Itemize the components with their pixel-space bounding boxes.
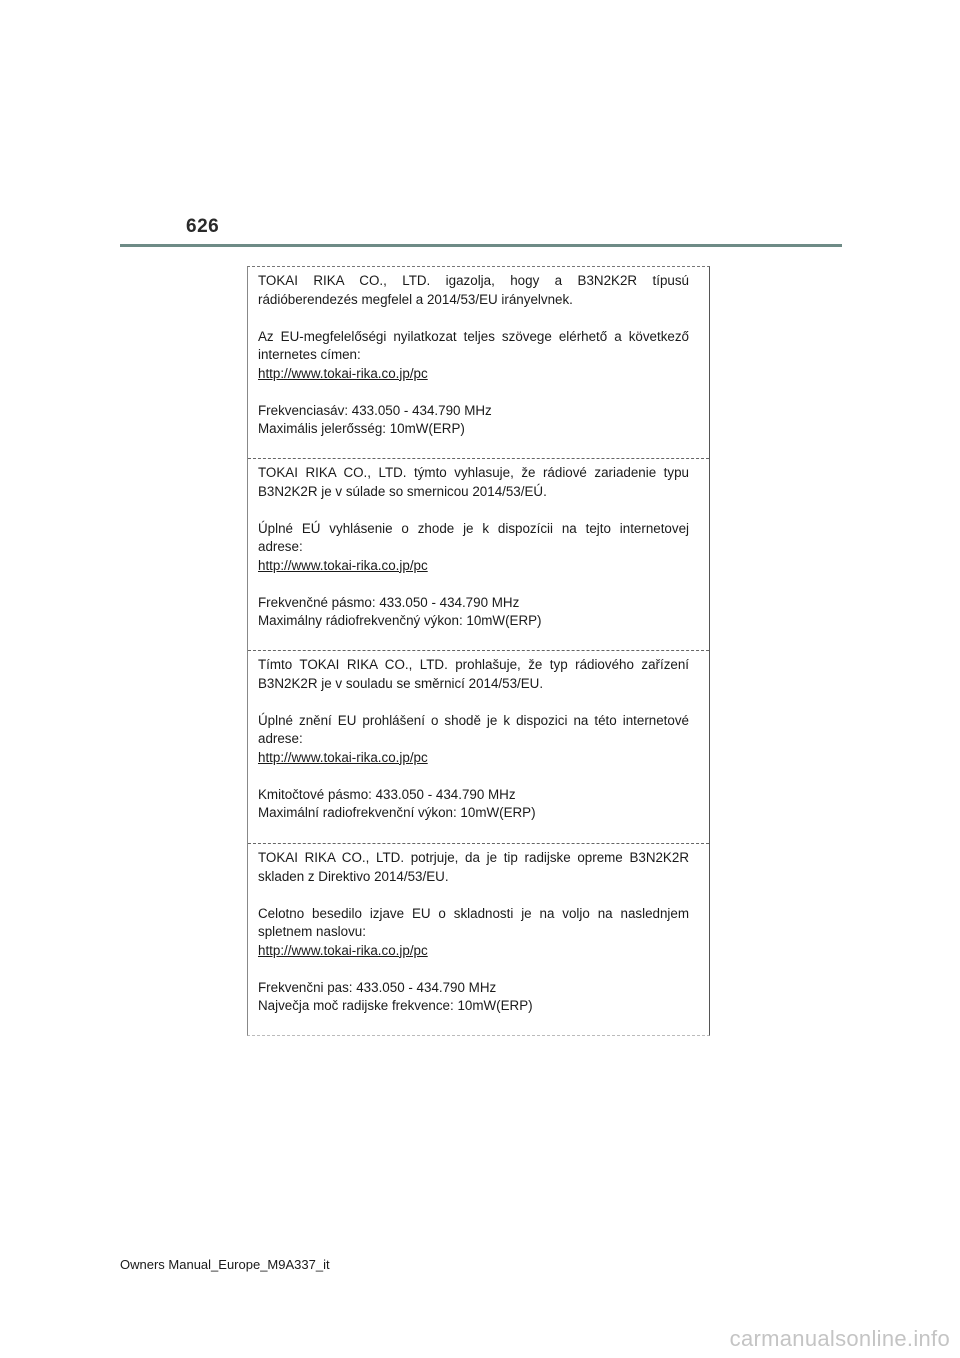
text-line: adrese: — [258, 731, 303, 746]
max-power: Maximálny rádiofrekvenčný výkon: 10mW(ERP) — [258, 613, 542, 628]
declaration-box — [247, 266, 710, 1036]
page-number: 626 — [186, 216, 220, 237]
frequency-band: Frekvenčné pásmo: 433.050 - 434.790 MHz — [258, 594, 520, 610]
frequency-band: Kmitočtové pásmo: 433.050 - 434.790 MHz — [258, 786, 516, 802]
radio-specs — [258, 786, 689, 823]
max-power: Maximální radiofrekvenční výkon: 10mW(ERP) — [258, 805, 536, 820]
radio-specs — [258, 402, 689, 439]
site-watermark: carmanualsonline.info — [729, 1326, 950, 1351]
declaration-availability — [258, 712, 689, 768]
radio-specs — [258, 979, 689, 1016]
text-line: Tímto TOKAI RIKA CO., LTD. prohlašuje, že typ rádiového zařízení — [258, 657, 689, 672]
text-line: spletnem naslovu: — [258, 924, 366, 939]
max-power: Največja moč radijske frekvence: 10mW(ERP) — [258, 998, 533, 1013]
document-footer: Owners Manual_Europe_M9A337_it — [120, 1257, 330, 1272]
frequency-band: Frekvenciasáv: 433.050 - 434.790 MHz — [258, 402, 492, 418]
text-line: internetes címen: — [258, 347, 361, 362]
declaration-url-link[interactable]: http://www.tokai-rika.co.jp/pc — [258, 365, 428, 381]
declaration-availability — [258, 905, 689, 961]
text-line: Az EU-megfelelőségi nyilatkozat teljes szövege elérhető a következő — [258, 328, 689, 344]
declaration-url-link[interactable]: http://www.tokai-rika.co.jp/pc — [258, 942, 428, 958]
conformity-statement — [258, 656, 689, 693]
radio-specs — [258, 594, 689, 631]
text-line: Úplné znění EU prohlášení o shodě je k dispozici na této internetové — [258, 712, 689, 728]
declaration-section-slovak — [248, 458, 709, 631]
declaration-section-hungarian — [248, 267, 709, 439]
declaration-section-czech — [248, 650, 709, 823]
declaration-section-slovenian — [248, 843, 709, 1016]
text-line: TOKAI RIKA CO., LTD. týmto vyhlasuje, že rádiové zariadenie typu — [258, 465, 689, 480]
text-line: B3N2K2R je v súlade so smernicou 2014/53/EÚ. — [258, 483, 547, 499]
declaration-url-link[interactable]: http://www.tokai-rika.co.jp/pc — [258, 749, 428, 765]
text-line: TOKAI RIKA CO., LTD. potrjuje, da je tip radijske opreme B3N2K2R — [258, 850, 689, 865]
conformity-statement — [258, 464, 689, 501]
text-line: Celotno besedilo izjave EU o skladnosti je na voljo na naslednjem — [258, 905, 689, 921]
conformity-statement — [258, 849, 689, 886]
text-line: Úplné EÚ vyhlásenie o zhode je k dispozícii na tejto internetovej — [258, 520, 689, 536]
declaration-url-link[interactable]: http://www.tokai-rika.co.jp/pc — [258, 557, 428, 573]
max-power: Maximális jelerősség: 10mW(ERP) — [258, 421, 465, 436]
frequency-band: Frekvenčni pas: 433.050 - 434.790 MHz — [258, 979, 497, 995]
declaration-availability — [258, 520, 689, 576]
text-line: adrese: — [258, 539, 303, 554]
text-line: TOKAI RIKA CO., LTD. igazolja, hogy a B3N2K2R típusú — [258, 273, 689, 288]
text-line: skladen z Direktivo 2014/53/EU. — [258, 868, 449, 884]
declaration-availability — [258, 328, 689, 384]
text-line: B3N2K2R je v souladu se směrnicí 2014/53/EU. — [258, 675, 544, 691]
header-rule — [120, 244, 842, 247]
conformity-statement — [258, 272, 689, 309]
text-line: rádióberendezés megfelel a 2014/53/EU irányelvnek. — [258, 291, 573, 307]
